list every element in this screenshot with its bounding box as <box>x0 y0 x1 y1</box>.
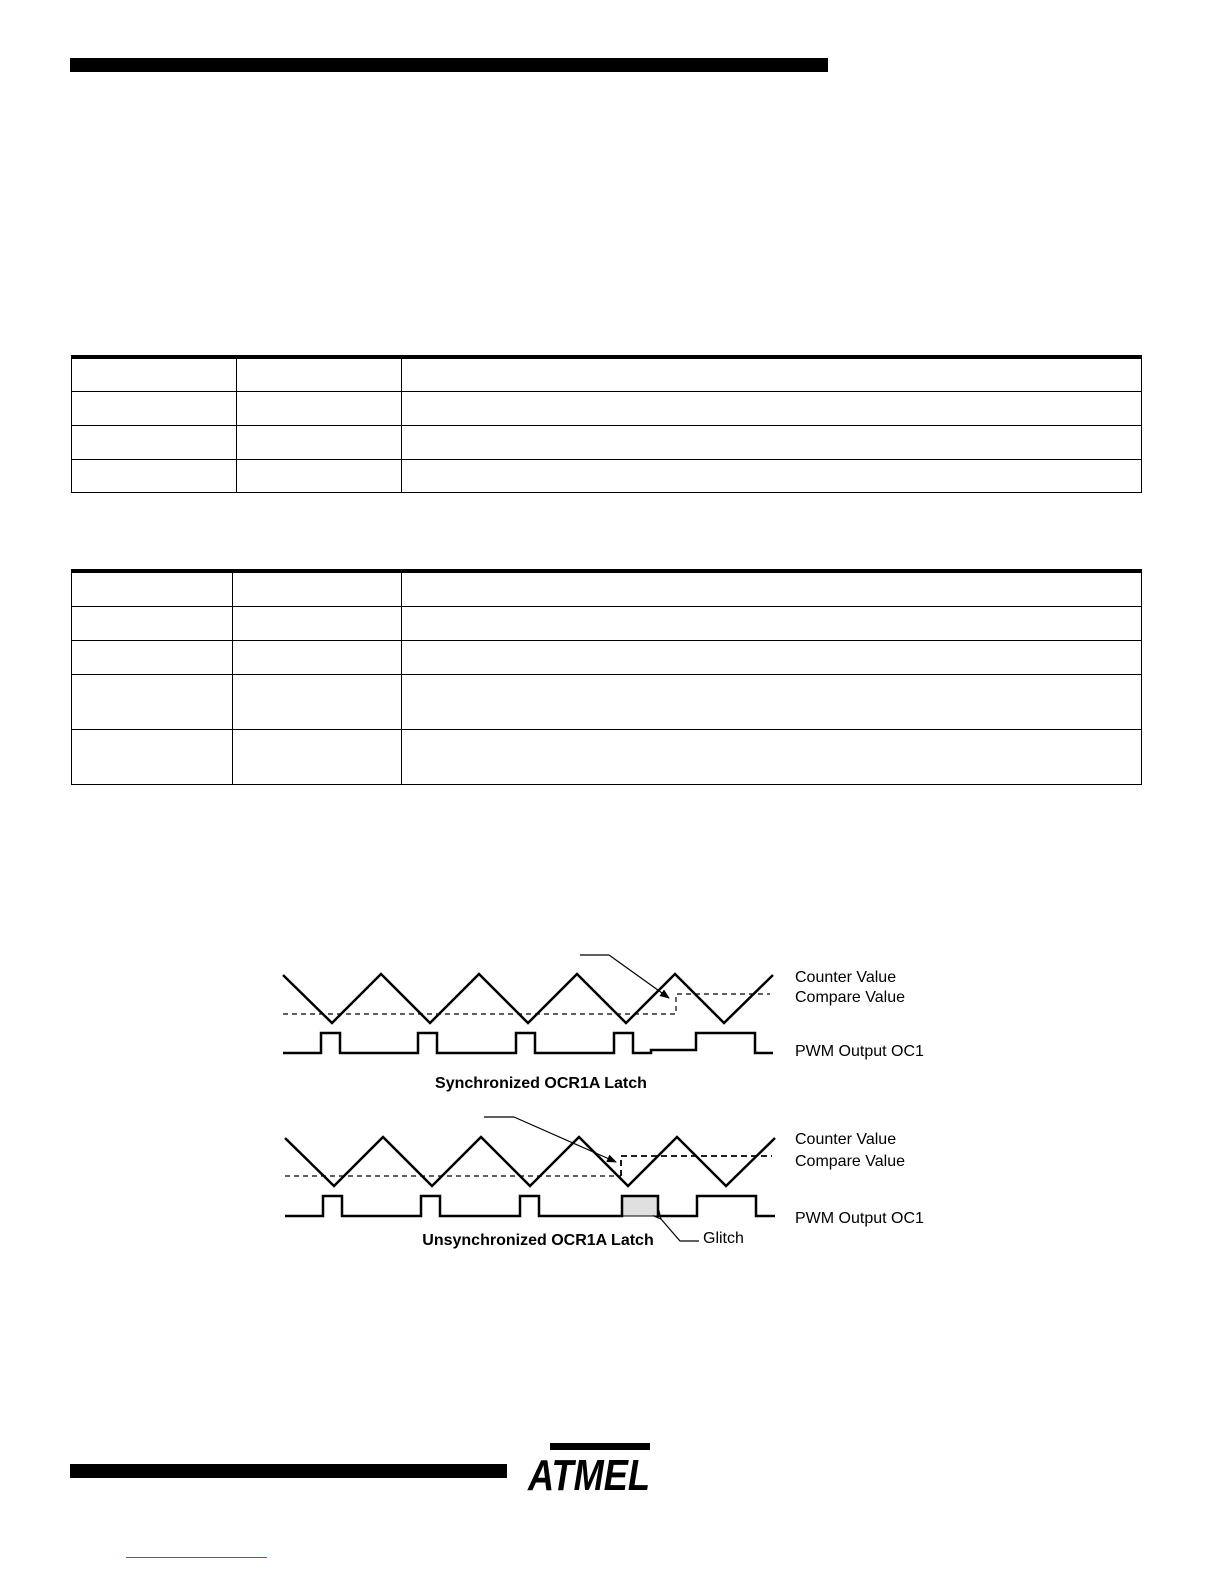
unsync-counter-label: Counter Value <box>795 1131 897 1148</box>
table-row <box>72 674 1142 729</box>
table-cell <box>402 606 1142 640</box>
table-cell <box>72 571 233 606</box>
sync-counter-waveform <box>283 974 773 1023</box>
table-cell <box>233 571 402 606</box>
unsync-diagram <box>285 1117 924 1249</box>
unsync-callout-arrow <box>514 1117 616 1162</box>
table-2 <box>71 569 1142 785</box>
table-cell <box>237 357 402 391</box>
atmel-logo-text: ATMEL <box>527 1451 650 1500</box>
sync-counter-label: Counter Value <box>795 969 897 986</box>
table-cell <box>237 459 402 492</box>
table-cell <box>72 674 233 729</box>
table-row <box>72 606 1142 640</box>
table-1 <box>71 355 1142 493</box>
table-row <box>72 391 1142 425</box>
glitch-highlight <box>622 1196 658 1216</box>
unsync-compare-line <box>621 1156 772 1176</box>
table-cell <box>233 729 402 784</box>
glitch-callout-arrow <box>661 1219 699 1241</box>
table-cell <box>237 425 402 459</box>
sync-caption: Synchronized OCR1A Latch <box>435 1075 647 1092</box>
unsync-counter-waveform <box>285 1137 775 1186</box>
table-row <box>72 571 1142 606</box>
sync-pwm-waveform <box>283 1033 773 1053</box>
table-cell <box>72 640 233 674</box>
table-row <box>72 459 1142 492</box>
footer-link-underline[interactable] <box>126 1557 267 1558</box>
table-cell <box>402 640 1142 674</box>
table-row <box>72 640 1142 674</box>
table-cell <box>72 425 237 459</box>
table-cell <box>402 729 1142 784</box>
table-cell <box>72 606 233 640</box>
header-rule <box>70 58 828 72</box>
table-cell <box>402 459 1142 492</box>
table-cell <box>72 357 237 391</box>
atmel-logo <box>527 1443 650 1500</box>
table-cell <box>402 674 1142 729</box>
table-cell <box>402 391 1142 425</box>
table-row <box>72 729 1142 784</box>
table-cell <box>72 391 237 425</box>
table-cell <box>402 425 1142 459</box>
table-row <box>72 357 1142 391</box>
table-cell <box>402 357 1142 391</box>
table-cell <box>233 674 402 729</box>
sync-callout-arrow <box>609 955 669 998</box>
table-cell <box>233 640 402 674</box>
table-cell <box>72 729 233 784</box>
unsync-pwm-waveform <box>285 1196 775 1216</box>
table-cell <box>237 391 402 425</box>
sync-diagram <box>283 955 924 1092</box>
sync-compare-line <box>283 994 770 1014</box>
sync-compare-label: Compare Value <box>795 989 905 1006</box>
table-cell <box>233 606 402 640</box>
unsync-compare-label: Compare Value <box>795 1153 905 1170</box>
table-row <box>72 425 1142 459</box>
footer-rule <box>70 1464 507 1478</box>
table-cell <box>402 571 1142 606</box>
unsync-caption: Unsynchronized OCR1A Latch <box>422 1232 654 1249</box>
sync-pwm-label: PWM Output OC1 <box>795 1043 924 1060</box>
unsync-pwm-label: PWM Output OC1 <box>795 1210 924 1227</box>
table-cell <box>72 459 237 492</box>
glitch-label: Glitch <box>703 1230 744 1247</box>
